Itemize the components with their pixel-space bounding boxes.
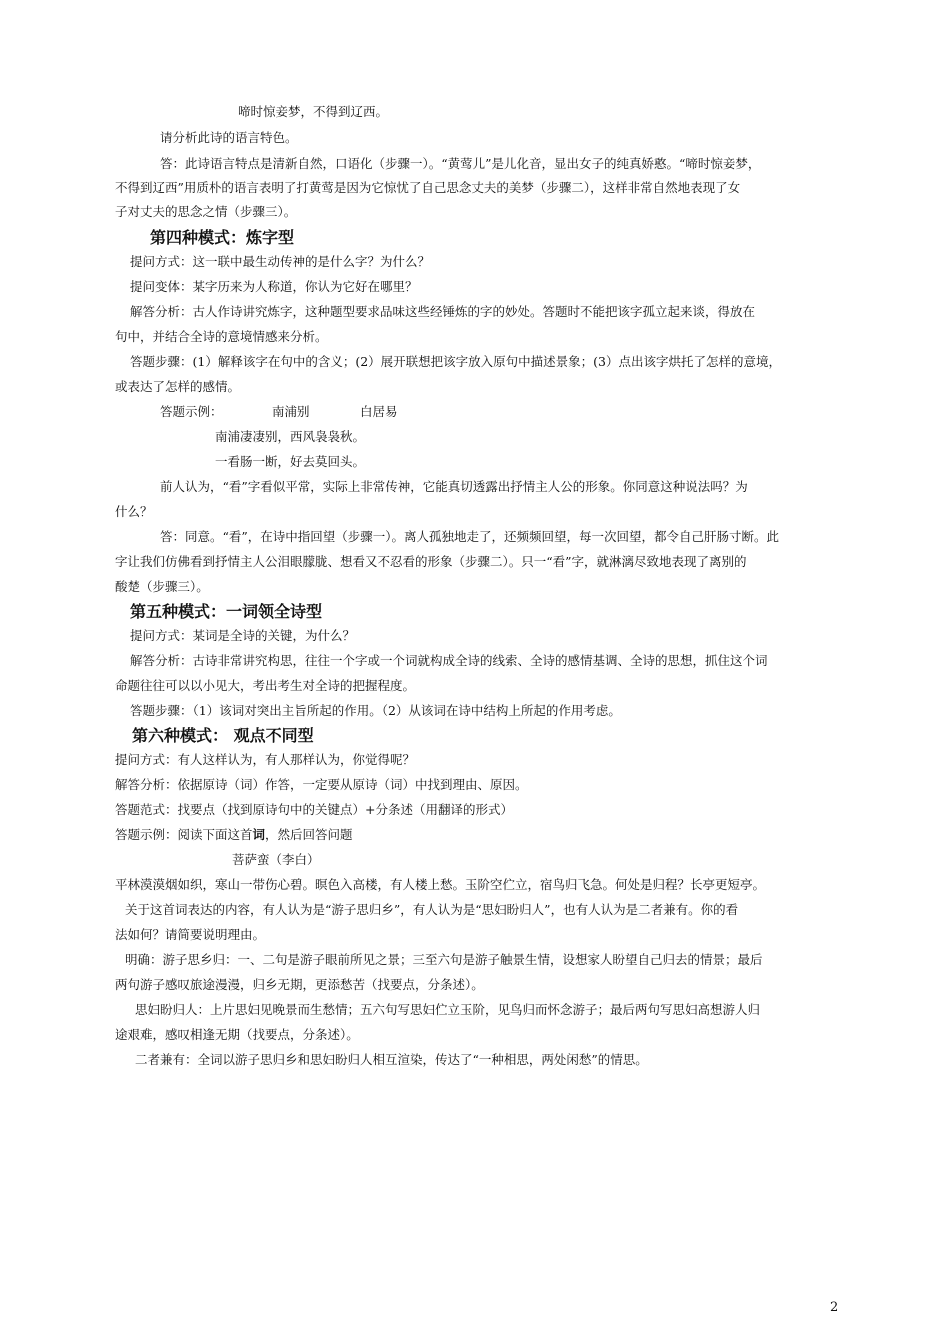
answer-text: 二者兼有：全词以游子思归乡和思妇盼归人相互渲染，传达了“一种相思，两处闲愁”的情思。 bbox=[135, 1052, 648, 1067]
answer-text: 答：同意。“看”，在诗中指回望（步骤一）。离人孤独地走了，还频频回望，每一次回望，都令自己肝肠寸断。此 bbox=[160, 529, 780, 544]
body-text: 解答分析：依据原诗（词）作答，一定要从原诗（词）中找到理由、原因。 bbox=[115, 777, 528, 792]
answer-text: 思妇盼归人：上片思妇见晚景而生愁情；五六句写思妇伫立玉阶，见鸟归而怀念游子；最后两句写思妇高想游人归 bbox=[135, 1002, 761, 1017]
answer-text: 酸楚（步骤三）。 bbox=[115, 579, 209, 594]
poem-title: 南浦别 bbox=[272, 404, 310, 419]
section-heading-4: 第四种模式：炼字型 bbox=[150, 228, 295, 247]
question-text: 法如何？请简要说明理由。 bbox=[115, 927, 266, 942]
body-text: 答题范式：找要点（找到原诗句中的关键点）+分条述（用翻译的形式） bbox=[115, 802, 513, 817]
body-text: 或表达了怎样的感情。 bbox=[115, 379, 241, 394]
answer-text: 两句游子感叹旅途漫漫，归乡无期，更添愁苦（找要点，分条述）。 bbox=[115, 977, 484, 992]
body-text: 命题往往可以以小见大，考出考生对全诗的把握程度。 bbox=[115, 678, 416, 693]
answer-text: 字让我们仿佛看到抒情主人公泪眼朦胧、想看又不忍看的形象（步骤二）。只一“看”字，就淋漓尽致地表现了离别的 bbox=[115, 554, 747, 569]
poem-line: 平林漠漠烟如织，寒山一带伤心碧。暝色入高楼，有人楼上愁。玉阶空伫立，宿鸟归飞急。何处是归程？长亭更短亭。 bbox=[115, 877, 766, 892]
bold-word: 词 bbox=[252, 827, 266, 842]
body-text: 解答分析：古人作诗讲究炼字，这种题型要求品味这些经锤炼的字的妙处。答题时不能把该字孤立起来谈，得放在 bbox=[130, 304, 756, 319]
poem-line: 啼时惊妾梦，不得到辽西。 bbox=[238, 104, 389, 119]
body-text: 答题步骤：（1）该词对突出主旨所起的作用。（2）从该词在诗中结构上所起的作用考虑。 bbox=[130, 703, 621, 718]
body-text: 提问方式：有人这样认为，有人那样认为，你觉得呢？ bbox=[115, 752, 416, 767]
section-heading-5: 第五种模式：一词领全诗型 bbox=[130, 602, 323, 621]
body-text: 提问变体：某字历来为人称道，你认为它好在哪里？ bbox=[130, 279, 418, 294]
body-text: 解答分析：古诗非常讲究构思，往往一个字或一个词就构成全诗的线索、全诗的感情基调、全诗的思想，抓住这个词 bbox=[130, 653, 768, 668]
answer-text: 子对丈夫的思念之情（步骤三）。 bbox=[115, 204, 297, 219]
poem-title: 菩萨蛮（李白） bbox=[232, 852, 320, 867]
question-text: 前人认为，“看”字看似平常，实际上非常传神，它能真切透露出抒情主人公的形象。你同意这种说法吗？为 bbox=[160, 479, 748, 494]
example-tail: ，然后回答问题 bbox=[265, 827, 353, 842]
question-text: 请分析此诗的语言特色。 bbox=[160, 130, 298, 145]
body-text: 提问方式：某词是全诗的关键，为什么？ bbox=[130, 628, 356, 643]
example-label: 答题示例：阅读下面这首 bbox=[115, 827, 253, 842]
answer-text: 途艰难，感叹相逢无期（找要点，分条述）。 bbox=[115, 1027, 359, 1042]
poem-line: 一看肠一断，好去莫回头。 bbox=[215, 454, 366, 469]
body-text: 提问方式：这一联中最生动传神的是什么字？为什么？ bbox=[130, 254, 431, 269]
page-number: 2 bbox=[830, 1300, 839, 1315]
question-text: 关于这首词表达的内容，有人认为是“游子思归乡”，有人认为是“思妇盼归人”，也有人认为是二者兼有。你的看 bbox=[125, 902, 739, 917]
answer-text: 答：此诗语言特点是清新自然，口语化（步骤一）。“黄莺儿”是儿化音，显出女子的纯真娇憨。“啼时惊妾梦， bbox=[160, 156, 761, 171]
poem-author: 白居易 bbox=[360, 404, 398, 419]
poem-line: 南浦凄凄别，西风袅袅秋。 bbox=[215, 429, 366, 444]
question-text: 什么？ bbox=[115, 504, 153, 519]
body-text: 句中，并结合全诗的意境情感来分析。 bbox=[115, 329, 328, 344]
answer-text: 明确：游子思乡归：一、二句是游子眼前所见之景；三至六句是游子触景生情，设想家人盼望自己归去的情景；最后 bbox=[125, 952, 763, 967]
body-text: 答题步骤：(1）解释该字在句中的含义；(2）展开联想把该字放入原句中描述景象；(3）点出该字烘托了怎样的意境， bbox=[130, 354, 781, 369]
section-heading-6: 第六种模式： 观点不同型 bbox=[132, 726, 314, 745]
example-label: 答题示例： bbox=[160, 404, 223, 419]
answer-text: 不得到辽西”用质朴的语言表明了打黄莺是因为它惊忧了自己思念丈夫的美梦（步骤二），这样非常自然地表现了女 bbox=[115, 180, 741, 195]
body-text bbox=[115, 826, 840, 844]
